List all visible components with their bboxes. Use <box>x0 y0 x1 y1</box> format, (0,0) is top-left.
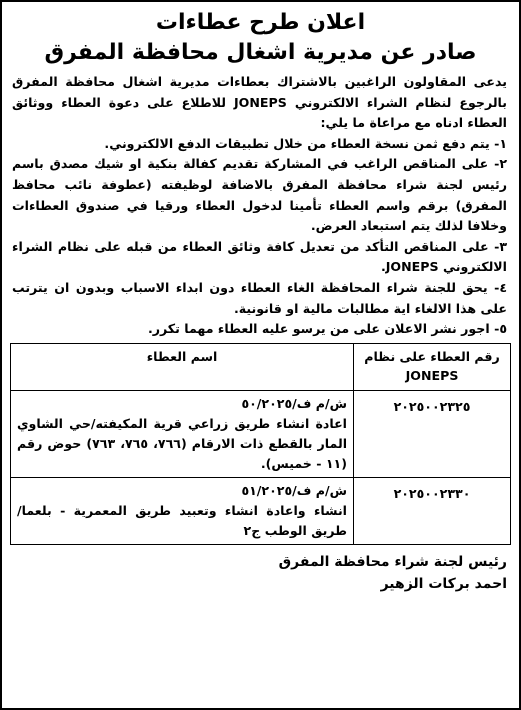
table-header-row <box>11 343 511 390</box>
condition-item: ١- يتم دفع ثمن نسخة العطاء من خلال تطبيقات الدفع الالكتروني. <box>104 135 507 151</box>
tender-number-header: رقم العطاء على نظام JONEPS <box>354 343 511 390</box>
signatory-title: رئيس لجنة شراء محافظة المفرق <box>278 553 507 570</box>
condition-item: ٥- اجور نشر الاعلان على من يرسو عليه العطاء مهما تكرر. <box>147 321 507 337</box>
tender-name: اعادة انشاء طريق زراعي قرية المكيفته/حي الشاوي المار بالقطع ذات الارقام (٧٦٦، ٧٦٥، ٧٦٣) حوض رقم (١١ - خميس). <box>17 415 348 471</box>
tender-name-header: اسم العطاء <box>11 343 354 390</box>
intro-paragraph: يدعى المقاولون الراغبين بالاشتراك بعطاءات مديرية اشغال محافظة المفرق بالرجوع لنظام الشراء الالكتروني JONEPS للاطلاع على دعوة العطاء ووثائق العطاء ادناه مع مراعاة ما يلي: <box>12 74 508 131</box>
tender-reference: ش/م ف/٥٠/٢٠٢٥ <box>241 395 347 411</box>
condition-item: ٢- على المناقص الراغب في المشاركة تقديم كفالة بنكية او شيك مصدق باسم رئيس لجنة شراء محافظة المفرق بالاضافة لوظيفته (عطوفة نائب محافظ المفرق) برقم واسم العطاء تأمينا لدخول العطاء ورقيا في صندوق العطاءات وخلافا لذلك يتم استبعاد العرض. <box>12 156 507 234</box>
condition-item: ٣- على المناقص التأكد من تعديل كافة وثائق العطاء من قبله على نظام الشراء الالكتروني JONEPS. <box>12 238 507 275</box>
tender-name: انشاء واعادة انشاء وتعبيد طريق المعمرية - بلعما/طريق الوطب ج٢ <box>17 502 347 538</box>
signature-block <box>2 545 519 595</box>
tender-description <box>11 477 354 544</box>
table-row <box>11 390 511 477</box>
condition-item: ٤- يحق للجنة شراء المحافظة الغاء العطاء دون ابداء الاسباب وبدون ان يترتب على هذا الالغاء اية مطالبات مالية او قانونية. <box>12 279 507 316</box>
tender-number: ٢٠٢٥٠٠٢٣٢٥ <box>354 390 511 477</box>
tenders-table <box>10 343 511 545</box>
tender-reference: ش/م ف/٥١/٢٠٢٥ <box>241 482 347 498</box>
table-row <box>11 477 511 544</box>
tender-number: ٢٠٢٥٠٠٢٣٣٠ <box>354 477 511 544</box>
tender-description <box>11 390 354 477</box>
announcement-title: اعلان طرح عطاءات <box>155 10 366 35</box>
announcement-body <box>2 72 519 340</box>
issuer-title: صادر عن مديرية اشغال محافظة المفرق <box>44 40 477 65</box>
signatory-name: احمد بركات الزهير <box>380 575 507 592</box>
